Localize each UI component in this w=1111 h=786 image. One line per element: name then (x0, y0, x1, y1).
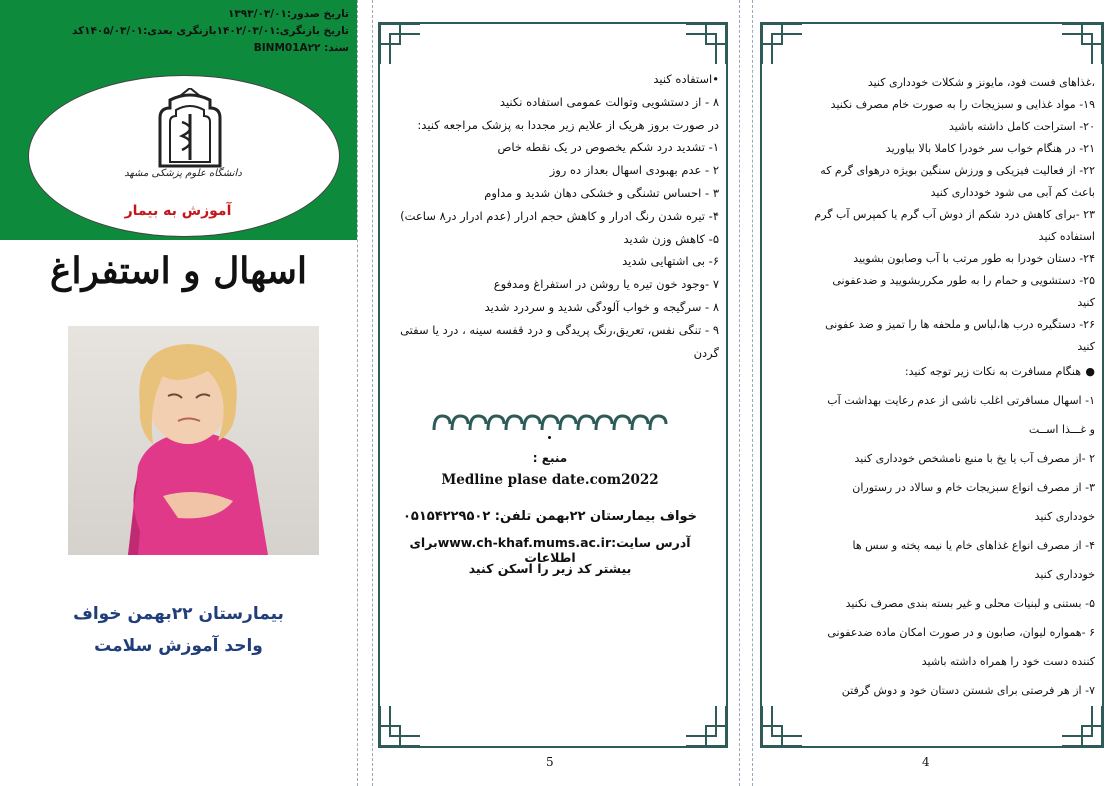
text-line: کننده دست خود را همراه داشته باشید (921, 655, 1095, 668)
corner-ornament-icon (378, 22, 422, 66)
fold-line-right-inner (752, 0, 753, 786)
fold-line-right (739, 0, 740, 786)
text-line: ۲ - عدم بهبودی اسهال بعداز ده روز (549, 163, 719, 178)
travel-tips-heading-text: هنگام مسافرت به نکات زیر توجه کنید: (904, 365, 1081, 378)
text-line: ۲ -از مصرف آب یا یخ با منبع نامشخص خودداری کنید (854, 452, 1095, 465)
cover-panel (0, 0, 357, 786)
text-line: خودداری کنید (1034, 510, 1095, 523)
health-education-unit: واحد آموزش سلامت (94, 636, 263, 656)
text-line: ۲۵- دستشویی و حمام را به طور مکرربشویید و ضدعفونی (832, 274, 1095, 287)
text-line: خودداری کنید (1034, 568, 1095, 581)
text-line: ۷ -وجود خون تیره یا روشن در استفراغ ومدفوع (493, 277, 719, 292)
text-line: ۲۰- استراحت کامل داشته باشید (948, 120, 1095, 133)
text-line: ۴- از مصرف انواع غذاهای خام یا نیمه پخته و سس ها (852, 539, 1095, 552)
document-meta (4, 6, 349, 57)
sick-child-photo (68, 326, 319, 555)
text-line: ۹ - تنگی نفس، تعریق،رنگ پریدگی و درد قفسه سینه ، درد یا سفتی (400, 322, 719, 337)
travel-tips-heading (775, 358, 1095, 386)
text-line: باعث کم آبی می شود خودداری کنید (930, 186, 1095, 199)
text-line: ۶- بی اشتهایی شدید (622, 254, 719, 269)
text-line: ۵- کاهش وزن شدید (623, 231, 719, 246)
source-label: منبع : (532, 451, 568, 465)
source-reference: Medline plase date.com2022 (441, 472, 659, 488)
document-code: سند: BINM01A۲۲ (253, 42, 349, 54)
revision-date: تاریخ بازنگری:۱۴۰۲/۰۳/۰۱بازنگری بعدی:۱۴۰۵/۰۳/۰۱کد (71, 25, 349, 37)
text-line: ۲۱- در هنگام خواب سر خودرا کاملا بالا بیاورید (885, 142, 1095, 155)
decorative-divider-icon (430, 412, 670, 434)
page-number-4: 4 (922, 755, 930, 769)
text-line: ۸ - سرگیجه و خواب آلودگی شدید و سردرد شدید (484, 299, 719, 314)
issue-date: تاریخ صدور:۱۳۹۳/۰۳/۰۱ (227, 8, 349, 20)
patient-education-label: آموزش به بیمار (124, 203, 232, 219)
text-line: ۶ -همواره لیوان، صابون و در صورت امکان ماده ضدعفونی (827, 626, 1095, 639)
scan-instruction: بیشتر کد زیر را اسکن کنید (468, 561, 632, 576)
corner-ornament-icon (760, 22, 804, 66)
page-5-text (389, 68, 719, 364)
divider-dot (548, 436, 551, 439)
page-number-5: 5 (546, 755, 554, 769)
corner-ornament-icon (378, 704, 422, 748)
text-line: ۳ - احساس تشنگی و خشکی دهان شدید و مداوم (484, 185, 719, 200)
text-line: کنید (1077, 296, 1095, 309)
text-line: ۳- از مصرف انواع سبزیجات خام و سالاد در رستوران (852, 481, 1095, 494)
text-line: کنید (1077, 340, 1095, 353)
university-logo-icon (150, 88, 230, 168)
page-4-text (775, 72, 1095, 705)
corner-ornament-icon (760, 704, 804, 748)
corner-ornament-icon (1060, 704, 1104, 748)
text-line: گردن (693, 345, 719, 360)
text-line: ۲۶- دستگیره درب ها،لباس و ملحفه ها را تمیز و ضد عفونی (825, 318, 1095, 331)
text-line: ۵- بستنی و لبنیات محلی و غیر بسته بندی مصرف نکنید (845, 597, 1095, 610)
text-line: ۲۳ -برای کاهش درد شکم از دوش آب گرم یا کمپرس آب گرم (814, 208, 1095, 221)
text-line: ۷- از هر فرصتی برای شستن دستان خود و دوش گرفتن (841, 684, 1095, 697)
child-illustration-icon (68, 326, 319, 555)
text-line: ۲۲- از فعالیت فیزیکی و ورزش سنگین بویژه درهوای گرم که (820, 164, 1095, 177)
corner-ornament-icon (684, 22, 728, 66)
text-line: ۴- تیره شدن رنگ ادرار و کاهش حجم ادرار (عدم ادرار در۸ ساعت) (400, 208, 719, 223)
fold-line-left (357, 0, 358, 786)
hospital-block (0, 598, 357, 662)
corner-ornament-icon (1060, 22, 1104, 66)
text-line: و غـــذا اســت (1028, 423, 1095, 436)
corner-ornament-icon (684, 704, 728, 748)
text-line: ۱۹- مواد غذایی و سبزیجات را به صورت خام مصرف نکنید (830, 98, 1095, 111)
bullet-icon: ● (1085, 365, 1095, 378)
text-line: ۸ - از دستشویی وتوالت عمومی استفاده نکنید (499, 94, 719, 109)
page-title: اسهال و استفراغ (50, 250, 307, 292)
text-line: ۲۴- دستان خودرا به طور مرتب با آب وصابون بشویید (853, 252, 1095, 265)
text-line: ۱- اسهال مسافرتی اغلب ناشی از عدم رعایت بهداشت آب (827, 394, 1095, 407)
website-address[interactable]: آدرس سایت:www.ch-khaf.mums.ac.irبرای اطلاعات (409, 535, 691, 565)
text-line: ۱- تشدید درد شکم یخصوص در یک نقطه خاص (497, 140, 719, 155)
text-line: ،غذاهای فست فود، مایونز و شکلات خودداری کنید (867, 76, 1095, 89)
fold-line-left-inner (372, 0, 373, 786)
text-line: در صورت بروز هریک از علایم زیر مجددا به پزشک مراجعه کنید: (417, 117, 719, 132)
hospital-contact: خواف بیمارستان ۲۲بهمن تلفن: ۰۵۱۵۴۲۲۹۵۰۲ (403, 509, 697, 524)
text-line: استفاده کنید (1038, 230, 1095, 243)
university-name: دانشگاه علوم پزشکی مشهد (124, 168, 242, 179)
hospital-name: بیمارستان ۲۲بهمن خواف (73, 604, 284, 624)
text-line: •استفاده کنید (653, 72, 719, 86)
